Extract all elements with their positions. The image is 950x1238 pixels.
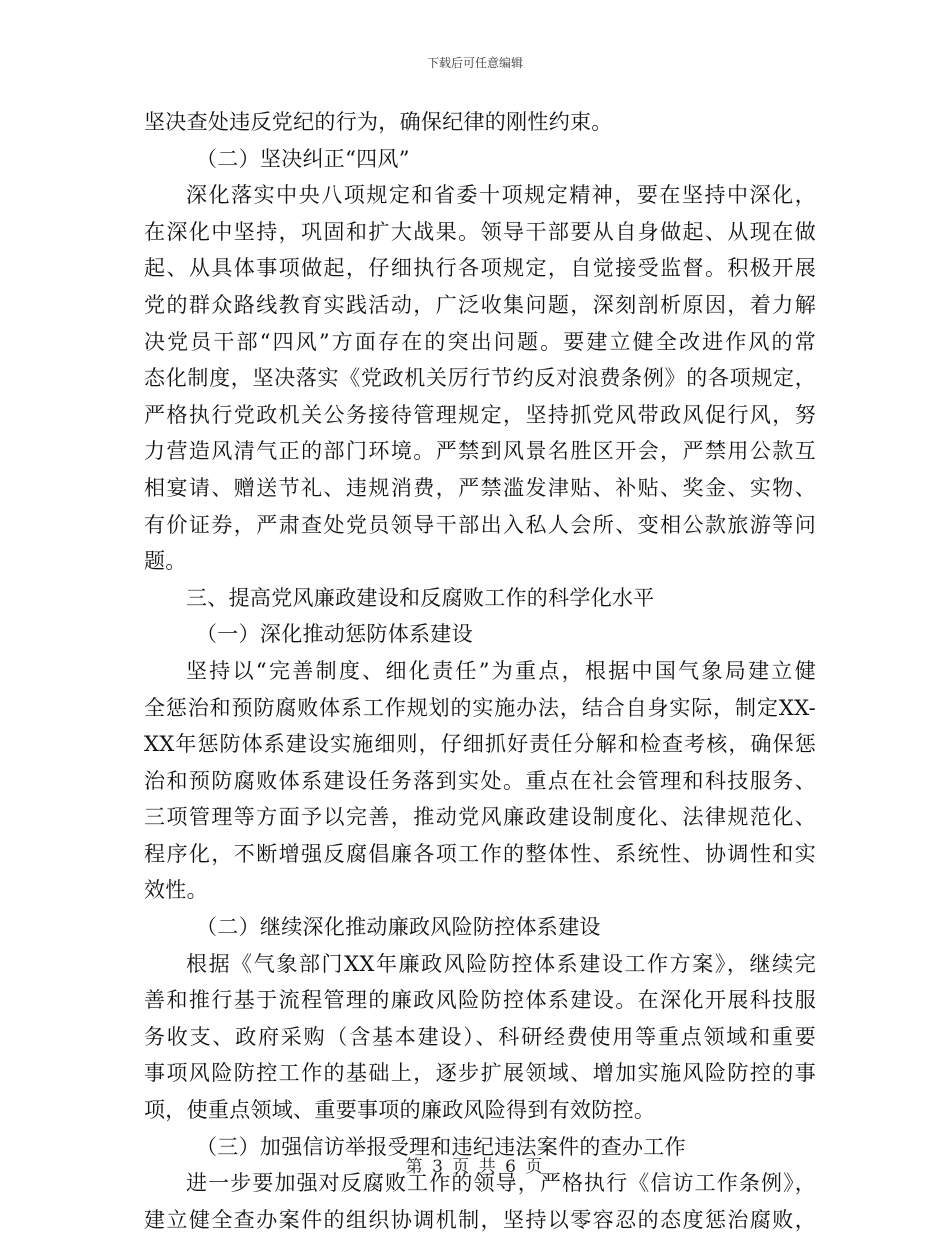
text-line: 决党员干部“四风”方面存在的突出问题。要建立健全改进作风的常 (144, 329, 816, 354)
text-line: 建立健全查办案件的组织协调机制，坚持以零容忍的态度惩治腐败， (144, 1207, 816, 1232)
text-line: 项，使重点领域、重要事项的廉政风险得到有效防控。 (144, 1098, 656, 1123)
text-line: 全惩治和预防腐败体系工作规划的实施办法，结合自身实际，制定XX- (144, 695, 816, 720)
text-line: （三）加强信访举报受理和违纪违法案件的查办工作 (196, 1134, 686, 1159)
text-line: 效性。 (144, 878, 208, 903)
text-line: 相宴请、赠送节礼、违规消费，严禁滥发津贴、补贴、奖金、实物、 (144, 475, 816, 500)
text-line: 三项管理等方面予以完善，推动党风廉政建设制度化、法律规范化、 (144, 805, 816, 830)
text-line: 题。 (144, 549, 187, 574)
text-line: 党的群众路线教育实践活动，广泛收集问题，深刻剖析原因，着力解 (144, 292, 816, 317)
text-line: 进一步要加强对反腐败工作的领导，严格执行《信访工作条例》， (186, 1171, 816, 1196)
text-line: 善和推行基于流程管理的廉政风险防控体系建设。在深化开展科技服 (144, 988, 816, 1013)
text-line: （一）深化推动惩防体系建设 (196, 622, 473, 647)
page-header: 下载后可任意编辑 (426, 56, 523, 70)
text-line: 力营造风清气正的部门环境。严禁到风景名胜区开会，严禁用公款互 (144, 439, 816, 464)
text-line: （二）坚决纠正“四风” (196, 146, 410, 171)
page-footer: 第 3 页 共 6 页 (405, 1157, 545, 1177)
text-line: 深化落实中央八项规定和省委十项规定精神，要在坚持中深化， (186, 183, 816, 208)
document-body (144, 104, 816, 1238)
text-line: 根据《气象部门XX年廉政风险防控体系建设工作方案》，继续完 (186, 951, 816, 976)
text-line: 程序化，不断增强反腐倡廉各项工作的整体性、系统性、协调性和实 (144, 841, 816, 866)
text-line: 坚决查处违反党纪的行为，确保纪律的刚性约束。 (144, 110, 613, 134)
text-line: 坚持以“完善制度、细化责任”为重点，根据中国气象局建立健 (186, 658, 816, 683)
text-line: 严格执行党政机关公务接待管理规定，坚持抓党风带政风促行风，努 (144, 402, 816, 427)
text-line: 起、从具体事项做起，仔细执行各项规定，自觉接受监督。积极开展 (144, 256, 816, 281)
text-line: 事项风险防控工作的基础上，逐步扩展领域、增加实施风险防控的事 (144, 1061, 816, 1086)
text-line: XX年惩防体系建设实施细则，仔细抓好责任分解和检查考核，确保惩 (144, 732, 816, 757)
text-line: 三、提高党风廉政建设和反腐败工作的科学化水平 (186, 585, 655, 610)
text-line: 务收支、政府采购（含基本建设）、科研经费使用等重点领域和重要 (144, 1024, 816, 1049)
text-line: 治和预防腐败体系建设任务落到实处。重点在社会管理和科技服务、 (144, 768, 816, 793)
text-line: 在深化中坚持，巩固和扩大战果。领导干部要从自身做起、从现在做 (144, 219, 816, 244)
text-line: （二）继续深化推动廉政风险防控体系建设 (196, 915, 601, 940)
text-line: 态化制度，坚决落实《党政机关厉行节约反对浪费条例》的各项规定， (144, 366, 816, 391)
text-line: 有价证券，严肃查处党员领导干部出入私人会所、变相公款旅游等问 (144, 512, 816, 537)
